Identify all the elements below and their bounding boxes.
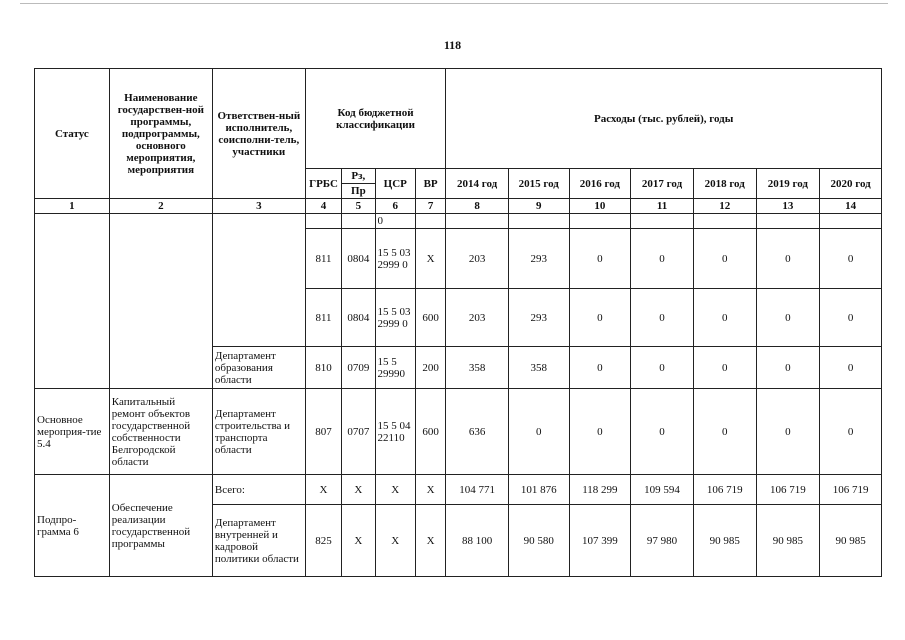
header-status: Статус: [35, 69, 110, 199]
rzpr-cell: Х: [342, 475, 375, 505]
executor-cell: Всего:: [212, 475, 305, 505]
grbs-cell: Х: [305, 475, 341, 505]
rzpr-cell: 0709: [342, 347, 375, 389]
rzpr-cell: 0804: [342, 229, 375, 289]
csr-cell: 0: [375, 214, 415, 229]
status-cell: Подпро-грамма 6: [35, 475, 110, 577]
value-cell: 0: [693, 389, 756, 475]
table-row: [35, 389, 882, 475]
value-cell: 0: [756, 229, 820, 289]
header-name: Наименование государствен-ной программы, подпрограммы, основного мероприятия, мероприятия: [109, 69, 212, 199]
value-cell: 293: [508, 289, 569, 347]
header-rz-pr: [342, 169, 375, 199]
col-number: 2: [109, 199, 212, 214]
vr-cell: 600: [415, 389, 445, 475]
executor-cell: Департамент строительства и транспорта области: [212, 389, 305, 475]
value-cell: 0: [820, 229, 882, 289]
value-cell: 0: [693, 229, 756, 289]
col-number: 8: [446, 199, 509, 214]
value-cell: 0: [756, 289, 820, 347]
grbs-cell: 811: [305, 229, 341, 289]
header-grbs: ГРБС: [305, 169, 341, 199]
value-cell: 0: [569, 347, 631, 389]
name-cell: Капитальный ремонт объектов государственной собственности Белгородской области: [109, 389, 212, 475]
value-cell: 0: [631, 229, 694, 289]
col-number: 6: [375, 199, 415, 214]
header-rz: Рз,: [342, 169, 374, 184]
value-cell: 90 985: [756, 505, 820, 577]
value-cell: 109 594: [631, 475, 694, 505]
value-cell: 0: [756, 389, 820, 475]
page-top-edge: [20, 3, 888, 4]
col-number: 7: [415, 199, 445, 214]
header-year: 2020 год: [820, 169, 882, 199]
value-cell: 106 719: [820, 475, 882, 505]
value-cell: 203: [446, 229, 509, 289]
col-number: 13: [756, 199, 820, 214]
value-cell: 358: [446, 347, 509, 389]
value-cell: 90 985: [820, 505, 882, 577]
table-row: [35, 475, 882, 505]
value-cell: 106 719: [756, 475, 820, 505]
budget-table: [34, 68, 882, 577]
col-number: 5: [342, 199, 375, 214]
value-cell: 0: [631, 289, 694, 347]
value-cell: 88 100: [446, 505, 509, 577]
name-cell: [109, 214, 212, 389]
col-number: 10: [569, 199, 631, 214]
value-cell: 636: [446, 389, 509, 475]
csr-cell: Х: [375, 505, 415, 577]
value-cell: [756, 214, 820, 229]
value-cell: 0: [508, 389, 569, 475]
value-cell: 203: [446, 289, 509, 347]
value-cell: [820, 214, 882, 229]
value-cell: [508, 214, 569, 229]
grbs-cell: [305, 214, 341, 229]
value-cell: 90 580: [508, 505, 569, 577]
grbs-cell: 811: [305, 289, 341, 347]
header-pr: Пр: [351, 185, 366, 197]
header-csr: ЦСР: [375, 169, 415, 199]
grbs-cell: 807: [305, 389, 341, 475]
vr-cell: Х: [415, 229, 445, 289]
value-cell: 293: [508, 229, 569, 289]
executor-cell: [212, 214, 305, 347]
header-year: 2019 год: [756, 169, 820, 199]
col-number: 1: [35, 199, 110, 214]
value-cell: 0: [693, 289, 756, 347]
value-cell: 0: [569, 289, 631, 347]
header-year: 2017 год: [631, 169, 694, 199]
value-cell: 0: [820, 389, 882, 475]
value-cell: 0: [693, 347, 756, 389]
column-number-row: [35, 199, 882, 214]
value-cell: [569, 214, 631, 229]
col-number: 3: [212, 199, 305, 214]
value-cell: [446, 214, 509, 229]
csr-cell: 15 5 03 2999 0: [375, 289, 415, 347]
value-cell: [631, 214, 694, 229]
value-cell: 0: [569, 229, 631, 289]
rzpr-cell: 0707: [342, 389, 375, 475]
csr-cell: 15 5 29990: [375, 347, 415, 389]
value-cell: 118 299: [569, 475, 631, 505]
value-cell: 358: [508, 347, 569, 389]
executor-cell: Департамент образования области: [212, 347, 305, 389]
value-cell: 0: [569, 389, 631, 475]
vr-cell: [415, 214, 445, 229]
value-cell: 0: [631, 347, 694, 389]
header-budget-code: Код бюджетной классификации: [305, 69, 445, 169]
col-number: 4: [305, 199, 341, 214]
value-cell: 106 719: [693, 475, 756, 505]
name-cell: Обеспечение реализации государственной программы: [109, 475, 212, 577]
rzpr-cell: 0804: [342, 289, 375, 347]
csr-cell: 15 5 04 22110: [375, 389, 415, 475]
status-cell: [35, 214, 110, 389]
col-number: 9: [508, 199, 569, 214]
vr-cell: 600: [415, 289, 445, 347]
value-cell: 97 980: [631, 505, 694, 577]
col-number: 14: [820, 199, 882, 214]
value-cell: 0: [820, 347, 882, 389]
vr-cell: Х: [415, 475, 445, 505]
value-cell: 0: [756, 347, 820, 389]
executor-cell: Департамент внутренней и кадровой политики области: [212, 505, 305, 577]
value-cell: 90 985: [693, 505, 756, 577]
value-cell: 101 876: [508, 475, 569, 505]
rzpr-cell: [342, 214, 375, 229]
header-year: 2014 год: [446, 169, 509, 199]
value-cell: 104 771: [446, 475, 509, 505]
csr-cell: Х: [375, 475, 415, 505]
value-cell: 0: [820, 289, 882, 347]
header-year: 2018 год: [693, 169, 756, 199]
header-vr: ВР: [415, 169, 445, 199]
col-number: 11: [631, 199, 694, 214]
header-expenses: Расходы (тыс. рублей), годы: [446, 69, 882, 169]
header-executor: Ответствен-ный исполнитель, соисполни-тель, участники: [212, 69, 305, 199]
vr-cell: Х: [415, 505, 445, 577]
value-cell: 107 399: [569, 505, 631, 577]
grbs-cell: 825: [305, 505, 341, 577]
value-cell: [693, 214, 756, 229]
vr-cell: 200: [415, 347, 445, 389]
rzpr-cell: Х: [342, 505, 375, 577]
status-cell: Основное мероприя-тие 5.4: [35, 389, 110, 475]
grbs-cell: 810: [305, 347, 341, 389]
table-row: [35, 214, 882, 229]
header-year: 2015 год: [508, 169, 569, 199]
value-cell: 0: [631, 389, 694, 475]
col-number: 12: [693, 199, 756, 214]
header-year: 2016 год: [569, 169, 631, 199]
csr-cell: 15 5 03 2999 0: [375, 229, 415, 289]
page-number: 118: [443, 38, 462, 52]
